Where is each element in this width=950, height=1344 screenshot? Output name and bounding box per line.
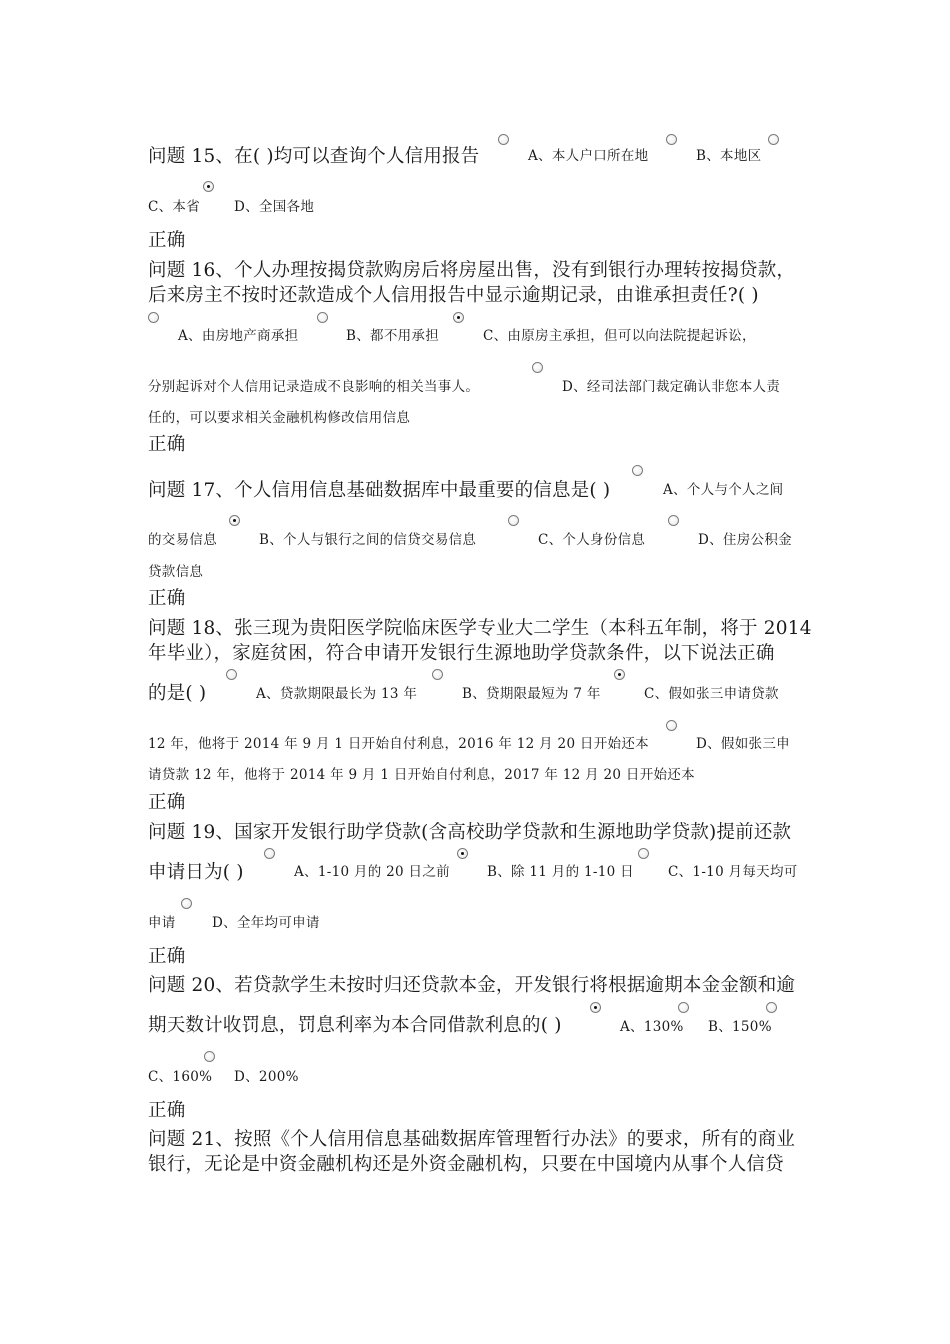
q18-option-c-continued: 12 年，他将于 2014 年 9 月 1 日开始自付利息，2016 年 12 月 20 日开始还本 [148, 736, 649, 752]
q17-option-c-radio[interactable] [508, 515, 519, 526]
question-18-title-line3: 的是( ) [148, 683, 207, 704]
question-20-title-line1: 问题 20、若贷款学生未按时归还贷款本金，开发银行将根据逾期本金金额和逾 [148, 975, 796, 996]
question-21-title-line1: 问题 21、按照《个人信用信息基础数据库管理暂行办法》的要求，所有的商业 [148, 1129, 796, 1150]
question-15-title: 问题 15、在( )均可以查询个人信用报告 [148, 146, 480, 167]
question-18-title-line2: 年毕业），家庭贫困，符合申请开发银行生源地助学贷款条件，以下说法正确 [148, 643, 775, 664]
question-19-title-line2: 申请日为( ) [148, 862, 244, 883]
q15-result: 正确 [148, 230, 186, 251]
q16-option-a-radio[interactable] [148, 312, 159, 323]
q17-option-d-label: D、住房公积金 [698, 532, 792, 548]
q19-option-d-label: D、全年均可申请 [212, 915, 320, 931]
q19-option-a-label: A、1-10 月的 20 日之前 [294, 864, 450, 880]
q20-option-b-label: B、150% [708, 1019, 772, 1035]
q16-option-d-continued: 任的，可以要求相关金融机构修改信用信息 [148, 410, 411, 426]
q19-option-c-continued: 申请 [148, 915, 176, 931]
q20-option-c-radio[interactable] [766, 1002, 777, 1013]
q17-option-a-label: A、个人与个人之间 [663, 482, 784, 498]
q17-option-d-continued: 贷款信息 [148, 564, 204, 580]
q15-option-a-label: A、本人户口所在地 [528, 148, 649, 164]
q19-option-c-radio[interactable] [638, 848, 649, 859]
q17-option-a-continued: 的交易信息 [148, 532, 217, 548]
q15-option-c-label: C、本省 [148, 199, 201, 215]
question-18-title-line1: 问题 18、张三现为贵阳医学院临床医学专业大二学生（本科五年制，将于 2014 [148, 618, 812, 639]
q15-option-b-radio[interactable] [666, 134, 677, 145]
q20-option-b-radio[interactable] [678, 1002, 689, 1013]
q19-option-a-radio[interactable] [264, 848, 275, 859]
q15-option-b-label: B、本地区 [696, 148, 762, 164]
q20-option-d-label: D、200% [234, 1069, 299, 1085]
q18-option-d-radio[interactable] [666, 720, 677, 731]
q17-option-b-label: B、个人与银行之间的信贷交易信息 [259, 532, 477, 548]
q20-result: 正确 [148, 1100, 186, 1121]
q18-option-a-radio[interactable] [226, 669, 237, 680]
q18-option-b-label: B、贷期限最短为 7 年 [462, 686, 601, 702]
q16-option-c-continued: 分别起诉对个人信用记录造成不良影响的相关当事人。 [148, 379, 480, 395]
q17-option-a-radio[interactable] [632, 465, 643, 476]
q16-option-b-label: B、都不用承担 [346, 328, 440, 344]
question-16-title-line1: 问题 16、个人办理按揭贷款购房后将房屋出售，没有到银行办理转按揭贷款， [148, 260, 796, 281]
q20-option-d-radio[interactable] [204, 1051, 215, 1062]
q16-option-d-radio[interactable] [532, 362, 543, 373]
q16-option-c-label: C、由原房主承担，但可以向法院提起诉讼， [483, 328, 756, 344]
q19-option-d-radio[interactable] [181, 898, 192, 909]
question-21-title-line2: 银行，无论是中资金融机构还是外资金融机构，只要在中国境内从事个人信贷 [148, 1154, 784, 1175]
q20-option-a-radio[interactable] [590, 1002, 601, 1013]
q18-option-d-continued: 请贷款 12 年，他将于 2014 年 9 月 1 日开始自付利息，2017 年 12 月 20 日开始还本 [148, 767, 695, 783]
q16-result: 正确 [148, 434, 186, 455]
q20-option-c-label: C、160% [148, 1069, 213, 1085]
q19-option-b-radio[interactable] [457, 848, 468, 859]
q18-result: 正确 [148, 792, 186, 813]
q18-option-b-radio[interactable] [432, 669, 443, 680]
q16-option-b-radio[interactable] [317, 312, 328, 323]
q18-option-c-label: C、假如张三申请贷款 [644, 686, 779, 702]
q15-option-a-radio[interactable] [498, 134, 509, 145]
q15-option-d-label: D、全国各地 [234, 199, 315, 215]
q19-option-c-label: C、1-10 月每天均可 [668, 864, 798, 880]
q19-result: 正确 [148, 946, 186, 967]
q18-option-d-label: D、假如张三申 [696, 736, 790, 752]
q18-option-c-radio[interactable] [614, 669, 625, 680]
q18-option-a-label: A、贷款期限最长为 13 年 [256, 686, 418, 702]
q17-option-b-radio[interactable] [229, 515, 240, 526]
q17-result: 正确 [148, 588, 186, 609]
q19-option-b-label: B、除 11 月的 1-10 日 [487, 864, 634, 880]
q20-option-a-label: A、130% [620, 1019, 684, 1035]
q16-option-d-label: D、经司法部门裁定确认非您本人责 [562, 379, 781, 395]
question-17-title: 问题 17、个人信用信息基础数据库中最重要的信息是( ) [148, 480, 611, 501]
q16-option-c-radio[interactable] [453, 312, 464, 323]
q16-option-a-label: A、由房地产商承担 [178, 328, 299, 344]
q15-option-d-radio[interactable] [203, 181, 214, 192]
question-20-title-line2: 期天数计收罚息，罚息利率为本合同借款利息的( ) [148, 1015, 562, 1036]
question-16-title-line2: 后来房主不按时还款造成个人信用报告中显示逾期记录，由谁承担责任?( ) [148, 285, 759, 306]
q15-option-c-radio[interactable] [768, 134, 779, 145]
q17-option-d-radio[interactable] [668, 515, 679, 526]
question-19-title-line1: 问题 19、国家开发银行助学贷款(含高校助学贷款和生源地助学贷款)提前还款 [148, 822, 792, 843]
q17-option-c-label: C、个人身份信息 [538, 532, 646, 548]
